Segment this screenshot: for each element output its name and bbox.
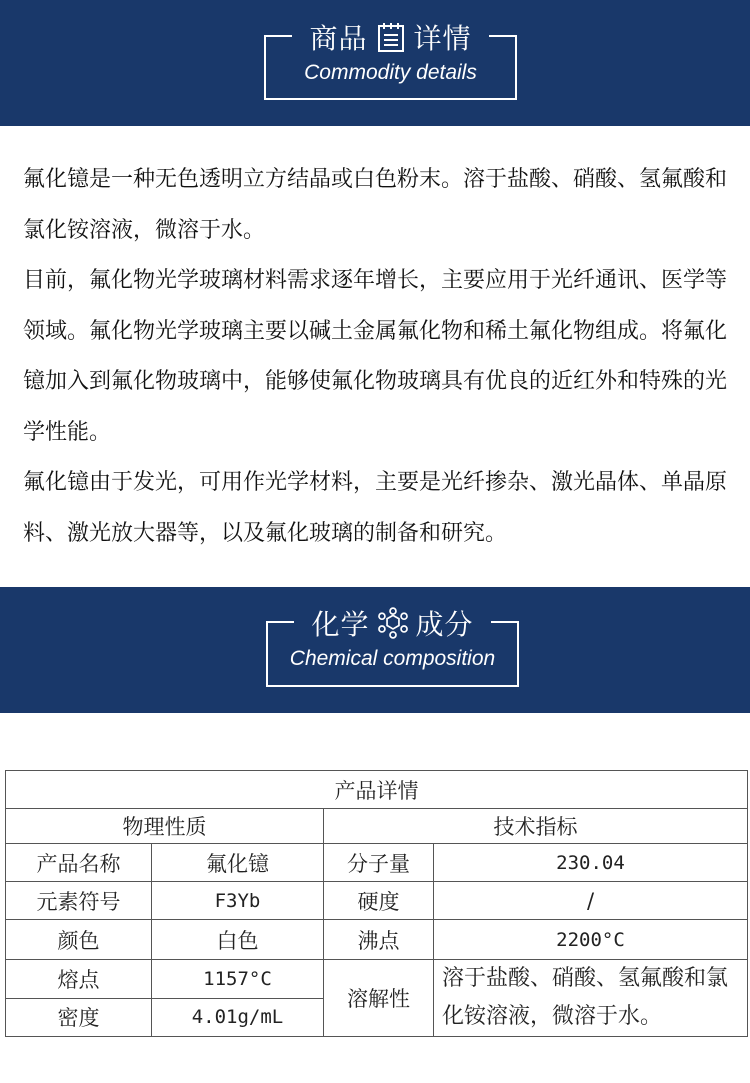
cell-value: 2200°C xyxy=(434,920,748,960)
section-title xyxy=(268,603,517,643)
section-title-right: 成分 xyxy=(415,608,474,641)
cell-value: 1157°C xyxy=(152,960,324,999)
cell-value: 氟化镱 xyxy=(152,844,324,882)
cell-value: F3Yb xyxy=(152,882,324,920)
molecule-icon xyxy=(376,606,410,640)
cell-value: 4.01g/mL xyxy=(152,998,324,1037)
section-title xyxy=(266,17,515,57)
table-row xyxy=(6,960,748,999)
table-row xyxy=(6,882,748,920)
spec-table xyxy=(5,770,748,1037)
table-title: 产品详情 xyxy=(6,771,748,809)
cell-key: 元素符号 xyxy=(6,882,152,920)
cell-key: 硬度 xyxy=(324,882,434,920)
cell-key: 密度 xyxy=(6,998,152,1037)
table-row xyxy=(6,844,748,882)
description-paragraph: 氟化镱是一种无色透明立方结晶或白色粉末。溶于盐酸、硝酸、氢氟酸和氯化铵溶液，微溶于水。 xyxy=(23,167,728,243)
cell-key: 产品名称 xyxy=(6,844,152,882)
section-title-left: 商品 xyxy=(309,22,368,55)
cell-value: 230.04 xyxy=(434,844,748,882)
cell-key: 分子量 xyxy=(324,844,434,882)
description-paragraph: 目前，氟化物光学玻璃材料需求逐年增长，主要应用于光纤通讯、医学等领域。氟化物光学玻璃主要以碱土金属氟化物和稀土氟化物组成。将氟化镱加入到氟化物玻璃中，能够使氟化物玻璃具有优良的近红外和特殊的光学性能。 xyxy=(23,268,728,445)
cell-value: 溶于盐酸、硝酸、氢氟酸和氯化铵溶液，微溶于水。 xyxy=(434,960,748,1037)
table-row xyxy=(6,920,748,960)
section-subtitle: Commodity details xyxy=(304,61,477,84)
cell-key: 颜色 xyxy=(6,920,152,960)
title-frame xyxy=(266,608,519,687)
section-title-left: 化学 xyxy=(311,608,370,641)
notepad-icon xyxy=(374,20,408,54)
table-header-physical: 物理性质 xyxy=(6,809,324,844)
product-description xyxy=(23,155,743,559)
chemical-composition-banner xyxy=(0,587,750,713)
cell-key: 溶解性 xyxy=(324,960,434,1037)
commodity-details-banner xyxy=(0,0,750,126)
cell-key: 沸点 xyxy=(324,920,434,960)
title-frame xyxy=(264,22,517,100)
section-subtitle: Chemical composition xyxy=(289,647,496,670)
cell-value: / xyxy=(434,882,748,920)
table-header-technical: 技术指标 xyxy=(324,809,748,844)
cell-value: 白色 xyxy=(152,920,324,960)
cell-key: 熔点 xyxy=(6,960,152,999)
section-title-right: 详情 xyxy=(413,22,472,55)
description-paragraph: 氟化镱由于发光，可用作光学材料，主要是光纤掺杂、激光晶体、单晶原料、激光放大器等，以及氟化玻璃的制备和研究。 xyxy=(23,470,728,546)
